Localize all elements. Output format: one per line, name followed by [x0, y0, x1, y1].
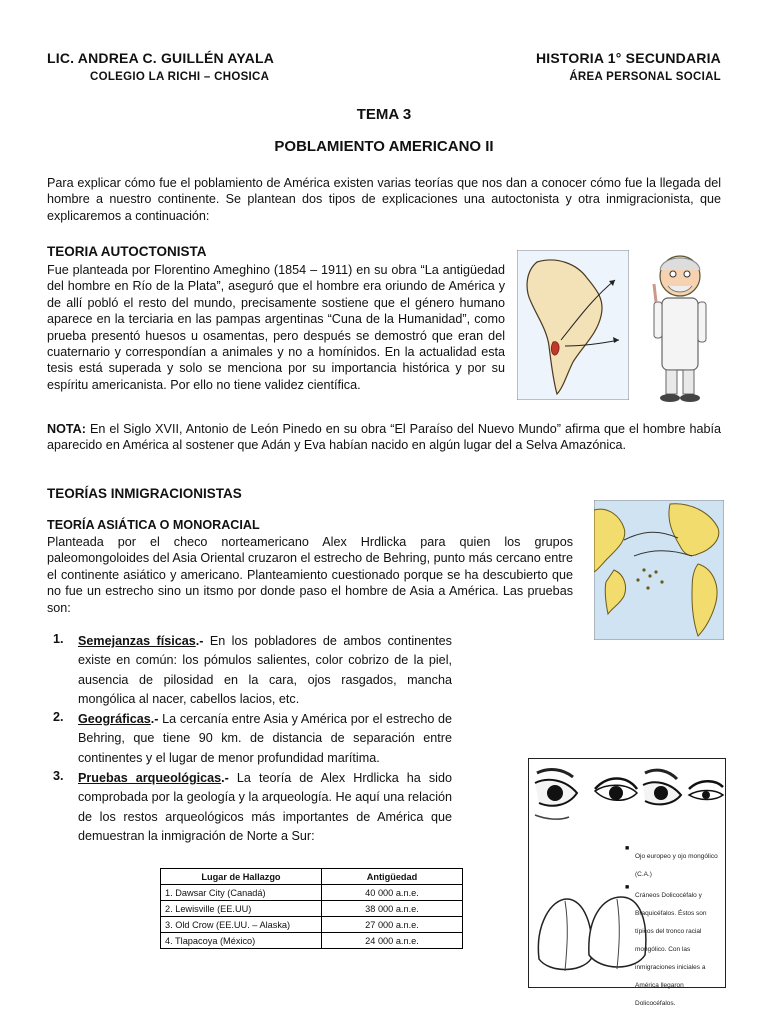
- page-title: POBLAMIENTO AMERICANO II: [274, 138, 494, 155]
- table-row: [161, 917, 463, 933]
- table-row: [161, 885, 463, 901]
- prueba-number: 1.: [53, 632, 64, 646]
- prueba-number: 2.: [53, 710, 64, 724]
- table-cell: 3. Old Crow (EE.UU. – Alaska): [161, 917, 322, 933]
- prueba-text: La cercanía entre Asia y América por el estrecho de Behring, que tiene 90 km. de distancia de separación entre continentes y el lugar de menor profundidad marítima.: [78, 712, 452, 765]
- figure-note-text: Cráneos Dolicocéfalo y Braquicéfalos. Éstos son típicos del tronco racial mongólico. Con las inmigraciones iniciales a América llegaron Dolicocéfalos.: [635, 892, 707, 1007]
- inmigracionistas-heading: TEORÍAS INMIGRACIONISTAS: [47, 486, 242, 501]
- area-name: ÁREA PERSONAL SOCIAL: [569, 71, 721, 83]
- table-cell: 2. Lewisville (EE.UU): [161, 901, 322, 917]
- prueba-sep: .-: [221, 771, 229, 785]
- course-name: HISTORIA 1° SECUNDARIA: [535, 50, 721, 66]
- nota-paragraph: [47, 421, 721, 454]
- bullet-icon: ■: [625, 845, 630, 852]
- south-america-map-image: [517, 250, 629, 400]
- figure-note-text: Ojo europeo y ojo mongólico (C.A.): [635, 853, 718, 878]
- table-header: Lugar de Hallazgo: [161, 869, 322, 885]
- table-header-row: [161, 869, 463, 885]
- table-cell: 38 000 a.n.e.: [322, 901, 463, 917]
- prueba-title: Geográficas: [78, 712, 151, 726]
- prueba-text: En los pobladores de ambos continentes existe en común: los pómulos salientes, color cobrizo de la piel, ausencia de pilosidad en la cara, ojos rasgados, mancha mongólica al nacer, cabellos lacios, etc.: [78, 634, 452, 707]
- table-header: Antigüedad: [322, 869, 463, 885]
- asiatica-paragraph: Planteada por el checo norteamericano Alex Hrdlicka para quien los grupos paleomongoloides del Asia Oriental cruzaron el estrecho de Behring, punto más cercano entre el continente asiático y americano. Planteamiento cuestionado porque se ha descubierto que no fue un estrecho sino un itsmo por donde paso el hombre de Asia a América. Las pruebas son:: [47, 535, 573, 615]
- figure-notes: [625, 845, 721, 1010]
- author-name: LIC. ANDREA C. GUILLÉN AYALA: [47, 50, 275, 66]
- autoctonista-paragraph: Fue planteada por Florentino Ameghino (1854 – 1911) en su obra “La antigüedad del hombre en Río de la Plata”, aseguró que el hombre era oriundo de América y de allí pobló el resto del mundo, precisamente sostiene que el género humano aparece en la terciaria en las pampas argentinas “Cuna de la Humanidad”, como prueba presentó huesos u osamentas, pero después se demostró que eran del cuaternario y correspondían a animales y no a homínidos. En la actualidad esta tesis está superada y solo se menciona por su importancia histórica y por su espíritu americanista. Por ello no tiene validez científica.: [47, 263, 505, 392]
- prueba-number: 3.: [53, 769, 64, 783]
- table-row: [161, 933, 463, 949]
- prueba-arqueologicas: [78, 769, 452, 847]
- prueba-text: La teoría de Alex Hrdlicka ha sido comprobada por la geología y la arqueología. He aquí una relación de los restos arqueológicos más importantes de América que demuestran la inmigración de Norte a Sur:: [78, 771, 452, 844]
- nota-text: En el Siglo XVII, Antonio de León Pinedo en su obra “El Paraíso del Nuevo Mundo” afirma que el hombre había aparecido en América al sostener que Adán y Eva habían nacido en algún lugar del a Selva Amazónica.: [47, 422, 721, 453]
- nota-label: NOTA:: [47, 422, 86, 436]
- table-cell: 4. Tlapacoya (México): [161, 933, 322, 949]
- table-cell: 40 000 a.n.e.: [322, 885, 463, 901]
- bullet-icon: ■: [625, 884, 630, 891]
- figure-note-item: [625, 884, 721, 1010]
- table-row: [161, 901, 463, 917]
- school-name: COLEGIO LA RICHI – CHOSICA: [90, 71, 270, 83]
- table-cell: 1. Dawsar City (Canadá): [161, 885, 322, 901]
- figure-note-item: [625, 845, 721, 881]
- ameghino-cartoon-image: [640, 248, 720, 404]
- world-map-image: [594, 500, 724, 640]
- table-cell: 27 000 a.n.e.: [322, 917, 463, 933]
- prueba-sep: .-: [195, 634, 204, 648]
- asiatica-heading: TEORÍA ASIÁTICA O MONORACIAL: [47, 518, 260, 532]
- eyes-skulls-figure: [528, 758, 726, 1007]
- table-cell: 24 000 a.n.e.: [322, 933, 463, 949]
- tema-title: TEMA 3: [356, 106, 412, 123]
- hallazgos-table: [160, 868, 463, 949]
- prueba-title: Pruebas arqueológicas: [78, 771, 222, 785]
- autoctonista-heading: TEORIA AUTOCTONISTA: [47, 244, 207, 259]
- prueba-title: Semejanzas físicas: [78, 634, 196, 648]
- prueba-semejanzas: [78, 632, 452, 710]
- prueba-geograficas: [78, 710, 452, 768]
- prueba-sep: .-: [150, 712, 159, 726]
- intro-paragraph: Para explicar cómo fue el poblamiento de América existen varias teorías que nos dan a conocer cómo fue la llegada del hombre a nuestro continente. Se plantean dos tipos de explicaciones una autoctonista y otra inmigracionista, que explicaremos a continuación:: [47, 176, 721, 223]
